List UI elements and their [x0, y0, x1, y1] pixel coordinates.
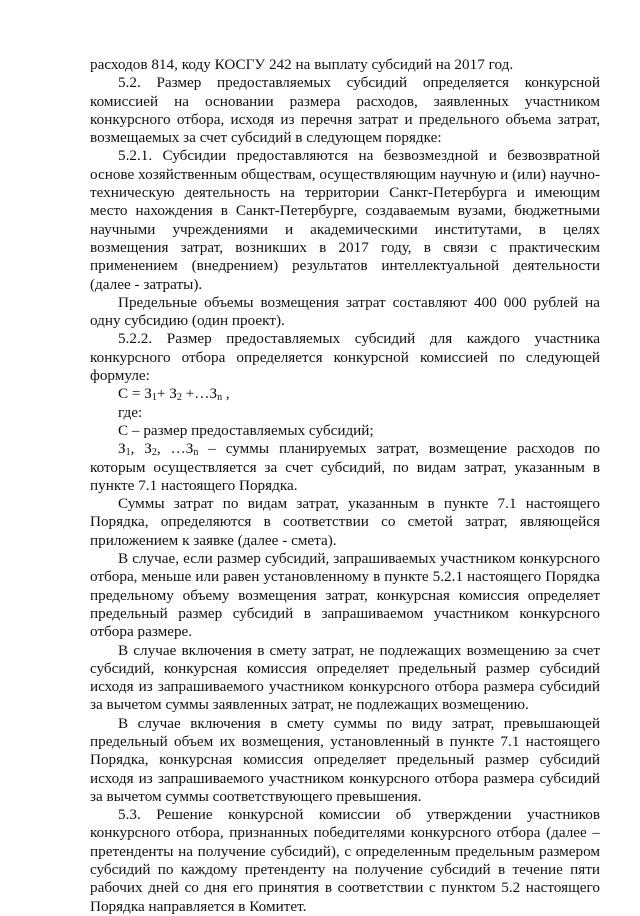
where-label: где: [118, 403, 143, 421]
formula-plus-2: +…З [181, 385, 218, 403]
formula-sub-2: 2 [176, 392, 182, 404]
definition-c: С – размер предоставляемых субсидий; [118, 421, 374, 439]
paragraph-5-2-1: 5.2.1. Субсидии предоставляются на безвозмездной и безвозвратной основе хозяйственным обществам, осуществляющим научную и (или) научно-техническую деятельность на территории Санкт-Петербурга и имеющим место нахождения в Санкт-Петербурге, создаваемым вузами, бюджетными научными учреждениями и академическими институтами, в целях возмещения затрат, возникших в 2017 году, в связи с практическим применением (внедрением) результатов интеллектуальной деятельности (далее - затраты). [90, 147, 600, 293]
formula-prefix: С = З [118, 385, 152, 403]
formula-plus-1: + З [156, 385, 177, 403]
def-sub-n: n [193, 447, 199, 459]
paragraph-case-exceeding: В случае включения в смету суммы по виду затрат, превышающей предельный объем их возмещения, установленный в пункте 7.1 настоящего Порядка, конкурсная комиссия определяет предельный размер субсидий исходя из запрашиваемого участником конкурсного отбора размера субсидий за вычетом суммы соответствующего превышения. [90, 714, 600, 805]
formula [90, 385, 600, 403]
definition-z [90, 440, 600, 495]
paragraph-5-2-2: 5.2.2. Размер предоставляемых субсидий для каждого участника конкурсного отбора определяется конкурсной комиссией по следующей формуле: [90, 330, 600, 385]
formula-sub-1: 1 [151, 392, 157, 404]
document-page [90, 56, 600, 916]
def-z2: , З [130, 440, 152, 458]
formula-suffix: , [222, 385, 230, 403]
paragraph-limit: Предельные объемы возмещения затрат составляют 400 000 рублей на одну субсидию (один проект). [90, 293, 600, 330]
paragraph-5-2: 5.2. Размер предоставляемых субсидий определяется конкурсной комиссией на основании размера расходов, заявленных участником конкурсного отбора, исходя из перечня затрат и предельного объема затрат, возмещаемых за счет субсидий в следующем порядке: [90, 74, 600, 147]
paragraph-case-less: В случае, если размер субсидий, запрашиваемых участником конкурсного отбора, меньше или равен установленному в пункте 5.2.1 настоящего Порядка предельному объему возмещения затрат, конкурсная комиссия определяет предельный размер субсидий в запрашиваемом участником конкурсного отбора размере. [90, 550, 600, 641]
paragraph-continuation: расходов 814, коду КОСГУ 242 на выплату субсидий на 2017 год. [90, 56, 514, 73]
def-rest: – суммы планируемых затрат, возмещение расходов по которым осуществляется за счет субсидий, по видам затрат, указанным в пункте 7.1 настоящего Порядка. [90, 440, 601, 494]
paragraph-case-non-reimbursable: В случае включения в смету затрат, не подлежащих возмещению за счет субсидий, конкурсная комиссия определяет предельный размер субсидий исходя из запрашиваемого участником конкурсного отбора размера субсидий за вычетом суммы заявленных затрат, не подлежащих возмещению. [90, 641, 600, 714]
def-sub-1: 1 [125, 447, 131, 459]
def-z1: З [118, 440, 126, 458]
paragraph-estimate: Суммы затрат по видам затрат, указанным в пункте 7.1 настоящего Порядка, определяются в соответствии со сметой затрат, являющейся приложением к заявке (далее - смета). [90, 495, 600, 549]
formula-sub-n: n [217, 392, 223, 404]
def-sub-2: 2 [151, 447, 157, 459]
def-z3: , …З [156, 440, 194, 458]
paragraph-5-3: 5.3. Решение конкурсной комиссии об утверждении участников конкурсного отбора, признанных победителями конкурсного отбора (далее – претенденты на получение субсидий), с определенным предельным размером субсидий по каждому претенденту на получение субсидий в течение пяти рабочих дней со дня его принятия в соответствии с пунктом 5.2 настоящего Порядка направляется в Комитет. [90, 806, 600, 915]
